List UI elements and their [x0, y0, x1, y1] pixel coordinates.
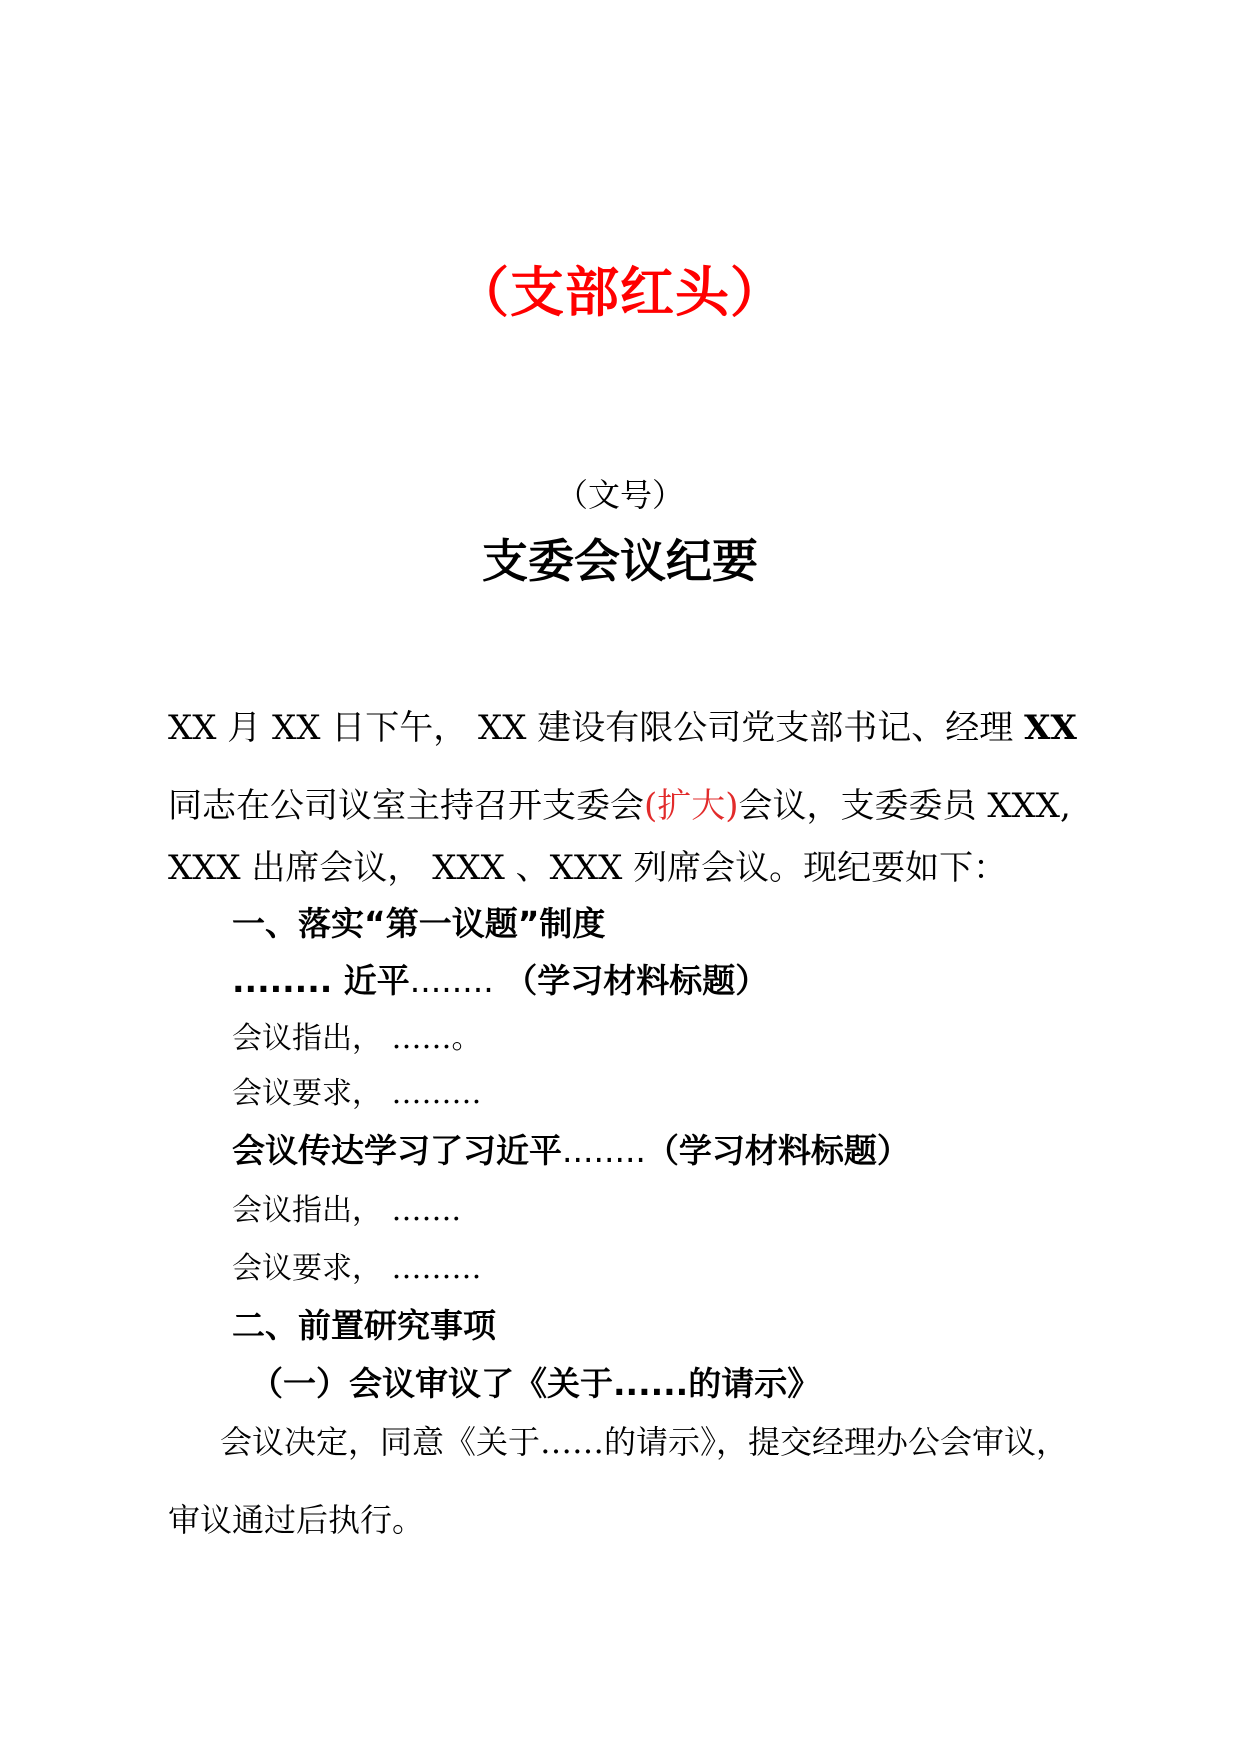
topic-1-request: 会议要求， ……… — [232, 1076, 482, 1111]
expanded-note: (扩大) — [644, 786, 739, 826]
topic-title-text: 会议传达学习了习近平 — [232, 1131, 562, 1170]
intro-text: 同志在公司议室主持召开支委会 — [168, 786, 644, 826]
section-1-heading: 一、落实“第一议题”制度 — [232, 904, 606, 943]
intro-line-2 — [168, 778, 1071, 827]
item-1-title: （一）会议审议了《关于......的请示》 — [250, 1364, 821, 1403]
intro-text: 会议，支委委员 XXX, — [738, 786, 1071, 826]
decision-line-1: 会议决定，同意《关于……的请示》，提交经理办公会审议， — [220, 1423, 1069, 1461]
red-header-title: （支部红头） — [455, 261, 785, 324]
document-number: （文号） — [555, 476, 684, 514]
host-name: XX — [1024, 708, 1077, 748]
topic-2-point: 会议指出， ……. — [232, 1193, 462, 1228]
topic-2-title — [232, 1125, 910, 1172]
topic-1-point: 会议指出， ……。 — [232, 1021, 482, 1056]
intro-line-1 — [168, 700, 1077, 749]
topic-1-title — [232, 955, 768, 1002]
intro-line-3: XXX 出席会议， XXX 、XXX 列席会议。现纪要如下： — [168, 848, 1008, 888]
topic-title-dots: ........ — [409, 961, 505, 1000]
intro-text: XX 月 XX 日下午， XX 建设有限公司党支部书记、经理 — [168, 708, 1025, 748]
topic-title-note: （学习材料标题） — [504, 961, 769, 1000]
topic-title-text: ........ 近平 — [232, 961, 410, 1000]
topic-title-note: （学习材料标题） — [645, 1131, 910, 1170]
section-2-heading: 二、前置研究事项 — [232, 1306, 496, 1345]
decision-line-2: 审议通过后执行。 — [168, 1501, 425, 1539]
document-title: 支委会议纪要 — [482, 534, 758, 588]
topic-2-request: 会议要求， ……… — [232, 1251, 482, 1286]
topic-title-dots: ........ — [562, 1131, 646, 1170]
